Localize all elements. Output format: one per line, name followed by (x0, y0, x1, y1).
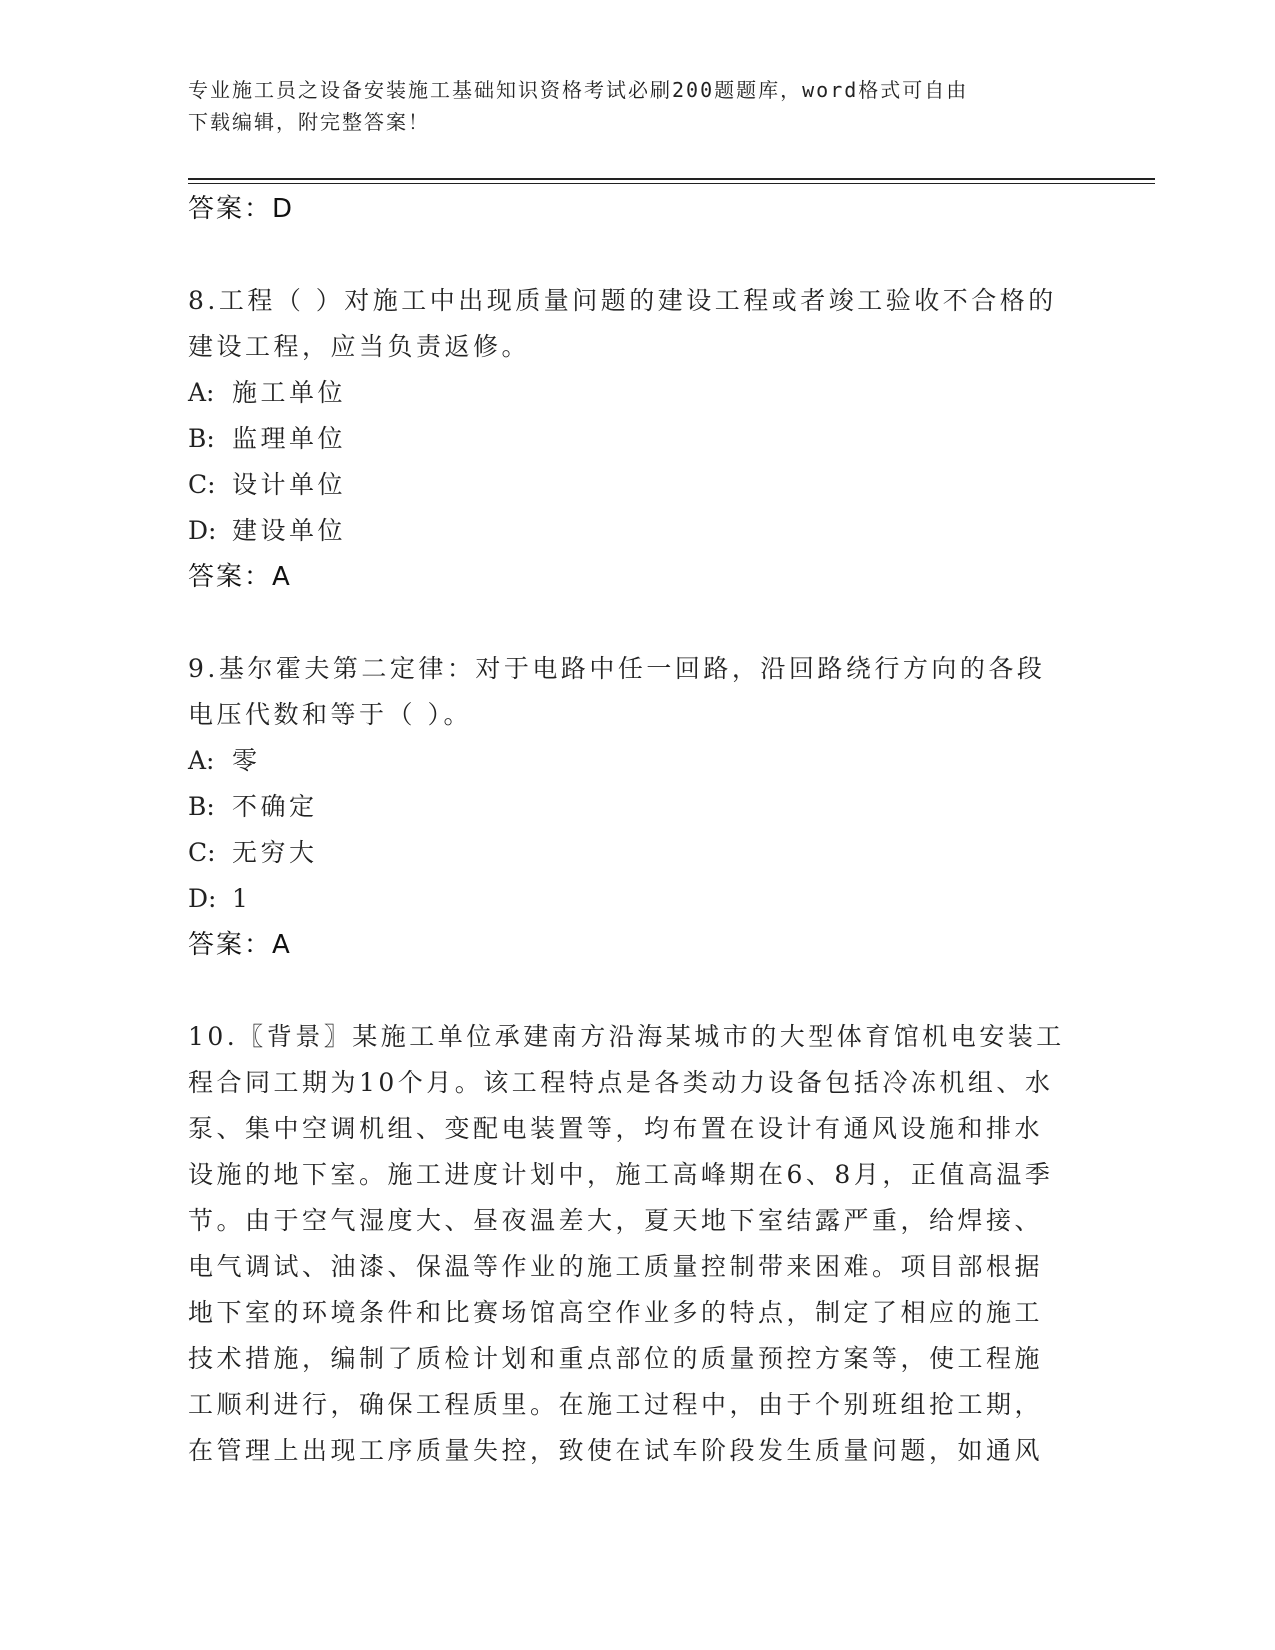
option-text: 零 (232, 746, 261, 775)
option-label: D: (188, 516, 217, 545)
header-line-2: 下载编辑，附完整答案！ (188, 110, 430, 134)
question-9-option-a (188, 738, 1088, 784)
option-text: 1 (232, 884, 252, 913)
spacer (188, 600, 1088, 646)
question-9-option-c (188, 830, 1088, 876)
question-10-line: 设施的地下室。施工进度计划中，施工高峰期在6、8月，正值高温季 (188, 1160, 1054, 1189)
option-text: 不确定 (232, 792, 318, 821)
option-label: B: (188, 792, 215, 821)
question-8 (188, 278, 1088, 600)
question-10-line: 技术措施，编制了质检计划和重点部位的质量预控方案等，使工程施 (188, 1344, 1044, 1373)
question-8-option-b (188, 416, 1088, 462)
option-label: C: (188, 470, 216, 499)
question-10-line: 节。由于空气湿度大、昼夜温差大，夏天地下室结露严重，给焊接、 (188, 1206, 1044, 1235)
question-9-stem-line-1: 9.基尔霍夫第二定律：对于电路中任一回路，沿回路绕行方向的各段 (188, 654, 1046, 683)
page-header (188, 74, 1088, 138)
option-label: A: (188, 746, 215, 775)
question-10 (188, 1014, 1088, 1474)
question-10-line: 10.〖背景〗某施工单位承建南方沿海某城市的大型体育馆机电安装工 (188, 1022, 1065, 1051)
spacer (188, 968, 1088, 1014)
question-10-line: 程合同工期为10个月。该工程特点是各类动力设备包括冷冻机组、水 (188, 1068, 1054, 1097)
option-text: 监理单位 (232, 424, 347, 453)
option-label: A: (188, 378, 215, 407)
question-8-option-d (188, 508, 1088, 554)
option-text: 建设单位 (232, 516, 347, 545)
question-10-line: 地下室的环境条件和比赛场馆高空作业多的特点，制定了相应的施工 (188, 1298, 1044, 1327)
option-label: B: (188, 424, 215, 453)
question-9-answer: 答案：A (188, 930, 292, 960)
question-10-line: 泵、集中空调机组、变配电装置等，均布置在设计有通风设施和排水 (188, 1114, 1044, 1143)
question-10-line: 电气调试、油漆、保温等作业的施工质量控制带来困难。项目部根据 (188, 1252, 1044, 1281)
option-text: 施工单位 (232, 378, 347, 407)
question-8-stem-line-2: 建设工程，应当负责返修。 (188, 332, 531, 361)
option-text: 无穷大 (232, 838, 318, 867)
spacer (188, 232, 1088, 278)
option-text: 设计单位 (232, 470, 347, 499)
header-rule-thin (188, 183, 1155, 184)
document-body (188, 186, 1088, 1474)
question-9 (188, 646, 1088, 968)
question-10-line: 工顺利进行，确保工程质里。在施工过程中，由于个别班组抢工期， (188, 1390, 1044, 1419)
header-rule-thick (188, 178, 1155, 180)
question-8-option-c (188, 462, 1088, 508)
question-9-stem-line-2: 电压代数和等于（ ）。 (188, 700, 472, 729)
answer-previous: 答案：D (188, 194, 295, 224)
question-10-line: 在管理上出现工序质量失控，致使在试车阶段发生质量问题，如通风 (188, 1436, 1044, 1465)
question-8-answer: 答案：A (188, 562, 292, 592)
header-line-1: 专业施工员之设备安装施工基础知识资格考试必刷200题题库，word格式可自由 (188, 78, 969, 102)
option-label: C: (188, 838, 216, 867)
question-8-option-a (188, 370, 1088, 416)
option-label: D: (188, 884, 217, 913)
question-9-option-d (188, 876, 1088, 922)
question-8-stem-line-1: 8.工程（ ）对施工中出现质量问题的建设工程或者竣工验收不合格的 (188, 286, 1057, 315)
question-9-option-b (188, 784, 1088, 830)
